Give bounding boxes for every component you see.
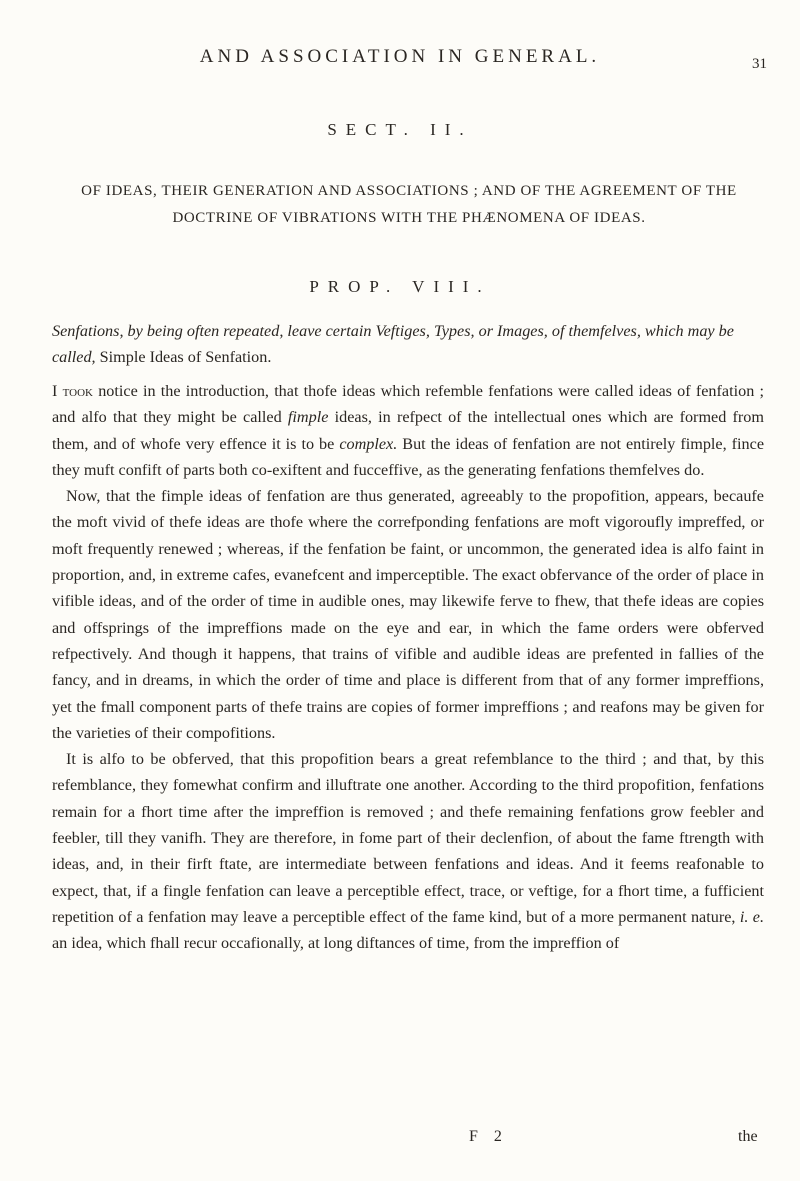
catchword: the <box>738 1128 758 1145</box>
proposition-statement <box>52 318 764 370</box>
paragraph-3-italic: i. e. <box>739 907 764 926</box>
paragraph-3-text-a: It is alfo to be obferved, that this propofition bears a great refemblance to the third ; and that, by this refemblance, they fomewhat confirm and illuftrate one another. According to the third propofition, fenfations remain for a fhort time after the impreffion is removed ; and thefe remaining fenfations grow feebler and feebler, till they vanifh. They are therefore, in fome part of their declenfion, of about the fame ftrength with ideas, and, in their firft ftate, are intermediate between fenfations and ideas. And it feems reafonable to expect, that, if a fingle fenfation can leave a perceptible effect, trace, or veftige, for a fhort time, a fufficient repetition of a fenfation may leave a perceptible effect of the fame kind, but of a more permanent nature, <box>52 750 764 926</box>
paragraph-1 <box>52 378 764 483</box>
statement-italic: Senfations, by being often repeated, leave certain Veftiges, Types, or Images, of themfelves, which may be called, <box>52 322 734 366</box>
proposition-heading: PROP. VIII. <box>309 277 491 296</box>
page-footer <box>0 1128 800 1152</box>
paragraph-3 <box>52 746 764 956</box>
section-title: OF IDEAS, THEIR GENERATION AND ASSOCIATIONS ; AND OF THE AGREEMENT OF THE DOCTRINE OF VIBRATIONS WITH THE PHÆNOMENA OF IDEAS. <box>81 183 737 226</box>
paragraph-1-italic-a: fimple <box>287 408 329 427</box>
page-number: 31 <box>752 56 767 72</box>
signature-mark: F 2 <box>469 1128 508 1145</box>
paragraph-3-text-b: an idea, which fhall recur occafionally, at long diftances of time, from the impreffion of <box>52 934 620 953</box>
body-text <box>52 378 764 957</box>
paragraph-2: Now, that the fimple ideas of fenfation are thus generated, agreeably to the propofition, appears, becaufe the moft vivid of thefe ideas are thofe where the correfponding fenfations are moft vigoroufly impreffed, or moft frequently renewed ; whereas, if the fenfation be faint, or uncommon, the generated idea is alfo faint in proportion, and, in extreme cafes, evanefcent and imperceptible. The exact obfervance of the order of place in vifible ideas, and of the order of time in audible ones, may likewife ferve to fhew, that thefe ideas are copies and offsprings of the impreffions made on the eye and ear, in which the fame orders were obferved refpectively. And though it happens, that trains of vifible and audible ideas are prefented in fallies of the fancy, and in dreams, in which the order of time and place is different from that of any former impreffions, yet the fmall component parts of thefe trains are copies of former impreffions ; and reafons may be given for the varieties of their compofitions. <box>52 487 764 742</box>
section-heading: SECT. II. <box>327 120 473 139</box>
paragraph-1-text-a: notice in the introduction, that thofe ideas which refemble fenfations were called ideas of fenfation ; and alfo that they might be called <box>52 382 765 427</box>
paragraph-1-text-b: ideas, in refpect of the intellectual ones which are formed from them, and of whofe very effence it is to be <box>52 408 764 453</box>
paragraph-1-italic-b: complex. <box>339 434 398 453</box>
running-head: AND ASSOCIATION IN GENERAL. <box>199 46 601 67</box>
paragraph-1-text-c: But the ideas of fenfation are not entirely fimple, fince they muft confift of parts both co-exiftent and fucceffive, as the generating fenfations themfelves do. <box>52 434 765 479</box>
statement-upright: Simple Ideas of Senfation. <box>99 348 272 366</box>
paragraph-opening: I took <box>52 382 93 400</box>
